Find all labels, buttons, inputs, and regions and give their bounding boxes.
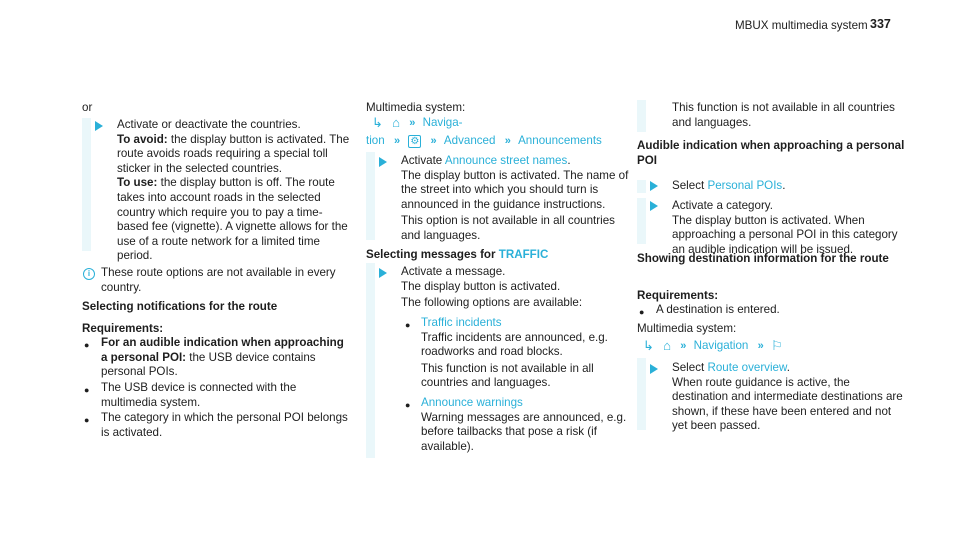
chevron-icon: » — [430, 135, 437, 147]
step-bar — [82, 118, 91, 251]
option-text: Warning messages are announced, e.g. before tailbacks that pose a risk (if available). — [421, 410, 627, 453]
bullet-icon: ● — [405, 320, 411, 330]
chevron-icon: » — [680, 340, 687, 352]
select-personal-pois: Select Personal POIs. — [672, 179, 786, 192]
function-note: This function is not available in all countries and languages. — [672, 101, 895, 129]
chevron-icon: » — [409, 117, 416, 129]
poi-heading: Audible indication when approaching a personal POI — [637, 139, 905, 167]
step-bar — [637, 180, 646, 193]
multimedia-system-label: Multimedia system: — [637, 322, 737, 335]
notifications-heading: Selecting notifications for the route — [82, 300, 278, 313]
step-text: The display button is activated. When approaching a personal POI in this category an audible indication will be issued. — [672, 213, 898, 256]
menu-path — [372, 116, 463, 131]
req1-text: the USB device contains personal POIs. — [101, 350, 316, 379]
home-icon: ⌂ — [392, 115, 400, 130]
step-arrow-icon — [95, 121, 103, 131]
return-arrow-icon: ↳ — [372, 115, 383, 130]
bullet-icon: ● — [84, 415, 90, 425]
option-text: This function is not available in all countries and languages. — [421, 361, 594, 390]
traffic-word: TRAFFIC — [498, 248, 549, 261]
step-countries — [117, 118, 351, 264]
step-bar — [366, 152, 375, 240]
bullet-icon: ● — [84, 385, 90, 395]
use-label: To use: — [117, 176, 158, 190]
step-route-overview — [672, 361, 906, 434]
menu-navigation: Navigation — [693, 339, 749, 352]
requirements-heading: Requirements: — [82, 322, 164, 335]
select-text: Select — [672, 361, 705, 374]
step-lead: Select Route overview. — [672, 361, 790, 374]
settings-icon: ⚙ — [408, 135, 421, 148]
page-number: 337 — [870, 17, 891, 31]
destination-flag-icon: ⚐ — [770, 338, 783, 353]
menu-announcements: Announcements — [518, 134, 602, 147]
bullet-icon: ● — [405, 400, 411, 410]
requirement-item: A destination is entered. — [656, 303, 780, 316]
step-text: This option is not available in all countries and languages. — [401, 214, 615, 242]
step-text: The display button is activated. — [401, 279, 561, 293]
chevron-icon: » — [393, 135, 401, 147]
step-arrow-icon — [650, 181, 658, 191]
step-arrow-icon — [379, 268, 387, 278]
avoid-label: To avoid: — [117, 132, 168, 146]
menu-navigation-part1: Naviga- — [422, 116, 463, 129]
announce-street-names-link: Announce street names — [444, 154, 568, 167]
requirements-heading: Requirements: — [637, 289, 719, 302]
option-text: Traffic incidents are announced, e.g. roadworks and road blocks. — [421, 330, 608, 359]
return-arrow-icon: ↳ — [643, 338, 654, 353]
step-lead: Activate a message. — [401, 265, 506, 278]
running-header: MBUX multimedia system — [735, 19, 868, 32]
step-text: The display button is activated. The name of the street into which you should turn is announced in the guidance instructions. — [401, 168, 629, 211]
or-text: or — [82, 101, 93, 114]
destination-heading: Showing destination information for the route — [637, 252, 889, 265]
requirement-item — [101, 336, 353, 380]
info-note: These route options are not available in every country. — [101, 266, 336, 294]
req1-bold: For an audible indication when approaching a personal POI: — [101, 336, 344, 364]
step-street-names — [401, 154, 635, 244]
menu-navigation-part2: tion — [366, 134, 385, 147]
menu-path-continued — [366, 134, 602, 149]
step-lead: Activate a category. — [672, 199, 773, 212]
traffic-heading-text: Selecting messages for — [366, 248, 496, 261]
avoid-text: the display button is activated. The route avoids roads requiring a special toll sticker in the selected countries. — [117, 132, 350, 175]
step-text: The following options are available: — [401, 296, 583, 310]
chevron-icon: » — [504, 135, 511, 147]
step-category — [672, 199, 906, 257]
route-overview-link: Route overview — [707, 361, 787, 374]
step-arrow-icon — [379, 157, 387, 167]
step-bar — [637, 358, 646, 430]
menu-advanced: Advanced — [443, 134, 496, 147]
step-bar — [366, 263, 375, 458]
step-lead: Activate or deactivate the countries. — [117, 118, 301, 131]
step-bar — [637, 198, 646, 244]
activate-text: Activate — [401, 154, 443, 167]
option-title: Announce warnings — [421, 396, 523, 409]
requirement-item: The USB device is connected with the multimedia system. — [101, 381, 297, 409]
step-messages — [401, 265, 635, 311]
use-text: the display button is off. The route takes into account roads in the selected country which require you to pay a time-based fee (vignette). A vignette allows for the use of a route network for a limited time period. — [117, 176, 348, 263]
step-lead: Activate Announce street names. — [401, 154, 571, 167]
bullet-icon: ● — [84, 340, 90, 350]
step-bar — [637, 100, 646, 132]
chevron-icon: » — [757, 340, 764, 352]
select-text: Select — [672, 179, 705, 192]
step-text: When route guidance is active, the destination and intermediate destinations are shown, if these have been entered and not yet been passed. — [672, 375, 903, 433]
option-announce-warnings — [421, 396, 635, 454]
step-arrow-icon — [650, 364, 658, 374]
step-arrow-icon — [650, 201, 658, 211]
bullet-icon: ● — [639, 307, 645, 317]
traffic-heading — [366, 248, 636, 263]
option-traffic-incidents — [421, 316, 635, 391]
info-icon: i — [83, 268, 95, 280]
menu-path — [643, 339, 783, 354]
option-title: Traffic incidents — [421, 316, 502, 329]
requirement-item: The category in which the personal POI belongs is activated. — [101, 411, 348, 439]
personal-pois-link: Personal POIs — [707, 179, 783, 192]
home-icon: ⌂ — [663, 338, 671, 353]
avoid-paragraph — [117, 133, 351, 177]
multimedia-system-label: Multimedia system: — [366, 101, 466, 114]
use-paragraph — [117, 176, 351, 264]
